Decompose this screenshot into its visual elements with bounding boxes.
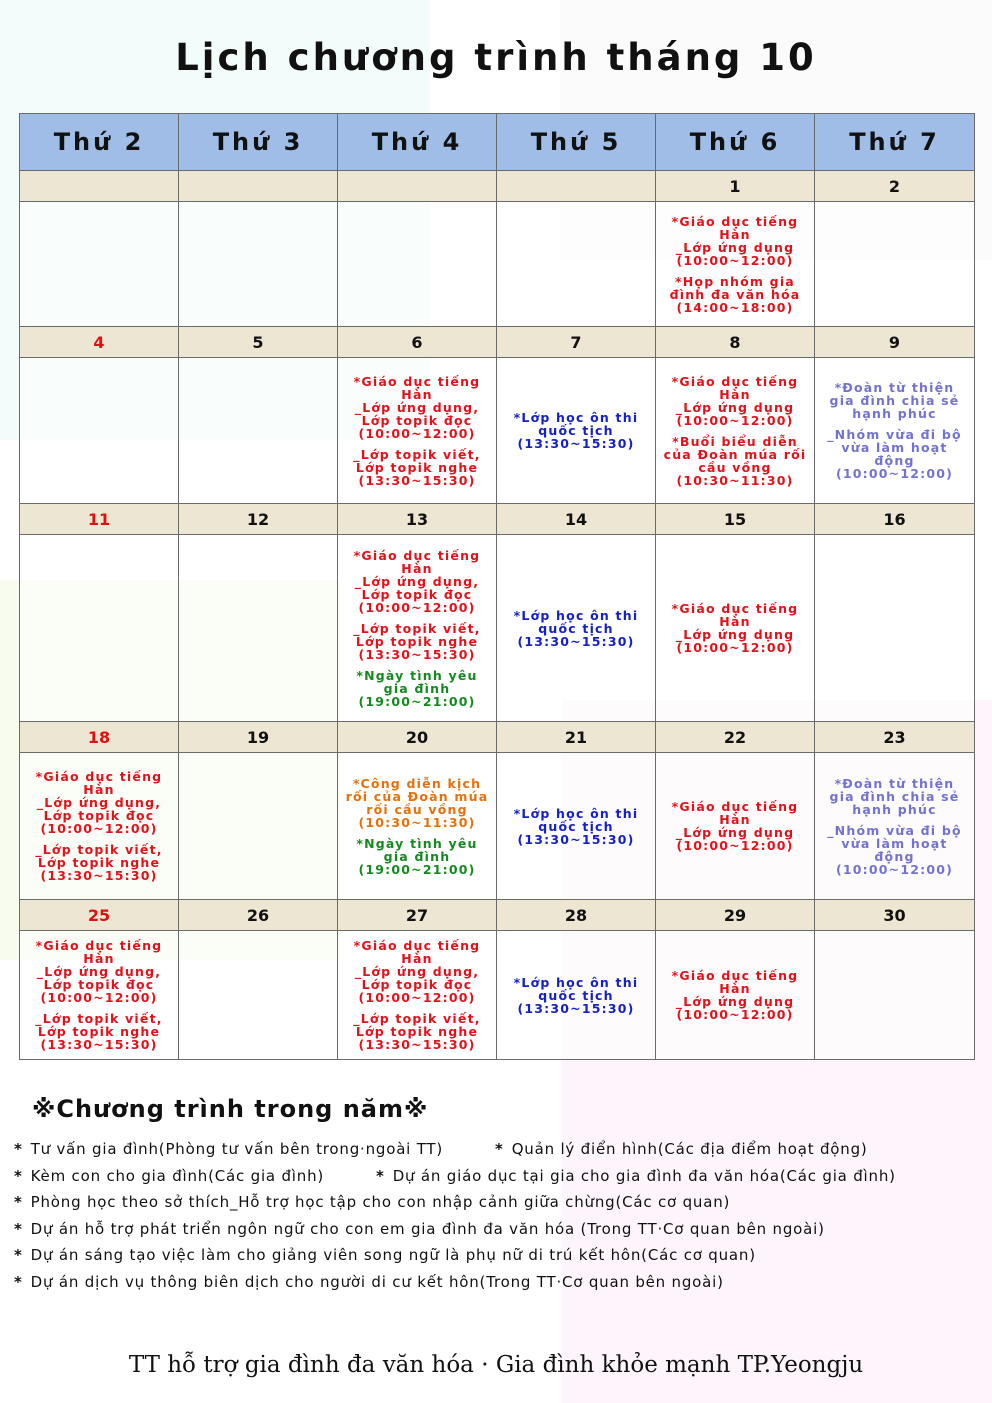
event-entry bbox=[658, 969, 812, 1021]
date-number: 15 bbox=[656, 504, 815, 535]
date-number: 23 bbox=[815, 722, 975, 753]
footer-organization: TT hỗ trợ gia đình đa văn hóa · Gia đình khỏe mạnh TP.Yeongju bbox=[128, 1352, 864, 1378]
date-number: 1 bbox=[656, 171, 815, 202]
event-line: Lớp topik nghe bbox=[355, 1024, 479, 1039]
date-number: 8 bbox=[656, 327, 815, 358]
date-number: 6 bbox=[338, 327, 497, 358]
event-line: gia đình bbox=[383, 680, 451, 696]
event-line: _Lớp topik viết, bbox=[353, 1011, 481, 1026]
date-number: 5 bbox=[179, 327, 338, 358]
event-entry bbox=[340, 1012, 494, 1051]
event-line: _Lớp ứng dụng bbox=[675, 994, 795, 1009]
event-entry bbox=[340, 777, 494, 829]
event-line: *Giáo dục tiếng Hàn bbox=[35, 938, 163, 966]
yearly-program-item: Kèm con cho gia đình(Các gia đình) bbox=[30, 1166, 325, 1185]
event-line: _Lớp ứng dụng bbox=[675, 627, 795, 642]
day-cell bbox=[656, 931, 815, 1060]
event-entry bbox=[817, 428, 972, 480]
event-line: động bbox=[874, 453, 915, 468]
yearly-program-row bbox=[14, 1246, 989, 1273]
event-entry bbox=[499, 411, 653, 450]
date-number bbox=[179, 171, 338, 202]
day-cell bbox=[656, 753, 815, 900]
yearly-program-item: Quản lý điển hình(Các địa điểm hoạt động) bbox=[511, 1140, 868, 1158]
event-line: _Lớp ứng dụng, bbox=[36, 964, 162, 979]
event-line: gia đình bbox=[383, 848, 451, 864]
date-number: 14 bbox=[497, 504, 656, 535]
event-line: (13:30~15:30) bbox=[40, 868, 158, 883]
yearly-program-item: Dự án hỗ trợ phát triển ngôn ngữ cho con em gia đình đa văn hóa (Trong TT·Cơ quan bên ngoài) bbox=[30, 1219, 825, 1238]
event-line: (10:00~12:00) bbox=[835, 861, 954, 877]
event-line: (10:00~12:00) bbox=[358, 990, 476, 1005]
day-cell bbox=[20, 535, 179, 722]
bullet-icon: * bbox=[495, 1140, 504, 1158]
event-row bbox=[20, 931, 975, 1060]
event-line: *Ngày tình yêu bbox=[356, 835, 478, 851]
event-entry bbox=[340, 448, 494, 487]
event-line: gia đình chia sẻ bbox=[829, 788, 960, 804]
date-number: 11 bbox=[20, 504, 179, 535]
yearly-program-item: Dự án dịch vụ thông biên dịch cho người di cư kết hôn(Trong TT·Cơ quan bên ngoài) bbox=[30, 1272, 724, 1291]
date-row bbox=[20, 722, 975, 753]
bullet-icon: * bbox=[14, 1193, 23, 1211]
event-row bbox=[20, 202, 975, 327]
yearly-program-row bbox=[14, 1167, 989, 1194]
event-line: (10:00~12:00) bbox=[676, 640, 794, 655]
date-number: 29 bbox=[656, 900, 815, 931]
weekday-header: Thứ 4 bbox=[338, 114, 497, 171]
date-row bbox=[20, 900, 975, 931]
day-cell bbox=[20, 358, 179, 504]
date-row bbox=[20, 327, 975, 358]
event-line: _Lớp ứng dụng, bbox=[354, 399, 480, 415]
event-line: (10:00~12:00) bbox=[40, 990, 158, 1005]
day-cell bbox=[656, 535, 815, 722]
event-line: (10:30~11:30) bbox=[676, 472, 794, 488]
date-number: 16 bbox=[815, 504, 975, 535]
event-line: vừa làm hoạt bbox=[841, 440, 948, 455]
event-line: hạnh phúc bbox=[852, 406, 937, 421]
event-line: *Giáo dục tiếng Hàn bbox=[353, 373, 481, 402]
event-entry bbox=[658, 215, 812, 267]
date-number: 20 bbox=[338, 722, 497, 753]
event-entry bbox=[658, 375, 812, 427]
yearly-program-item: Tư vấn gia đình(Phòng tư vấn bên trong·ngoài TT) bbox=[30, 1140, 444, 1158]
event-line: (10:00~12:00) bbox=[676, 1007, 794, 1022]
date-number: 18 bbox=[20, 722, 179, 753]
day-cell bbox=[815, 931, 975, 1060]
date-number: 27 bbox=[338, 900, 497, 931]
date-number bbox=[338, 171, 497, 202]
event-line: (10:00~12:00) bbox=[676, 412, 794, 428]
event-entry bbox=[340, 669, 494, 708]
day-cell bbox=[815, 535, 975, 722]
bullet-icon: * bbox=[14, 1246, 23, 1264]
bullet-icon: * bbox=[14, 1272, 23, 1291]
event-line: *Buổi biểu diễn bbox=[672, 433, 798, 449]
yearly-program-item: Dự án sáng tạo việc làm cho giảng viên song ngữ là phụ nữ di trú kết hôn(Các cơ quan) bbox=[30, 1246, 756, 1264]
yearly-program-item: Phòng học theo sở thích_Hỗ trợ học tập cho con nhập cảnh giữa chừng(Các cơ quan) bbox=[30, 1193, 731, 1211]
event-entry bbox=[658, 435, 812, 487]
date-number: 21 bbox=[497, 722, 656, 753]
weekday-header: Thứ 2 bbox=[20, 114, 179, 171]
event-line: *Giáo dục tiếng Hàn bbox=[671, 968, 799, 996]
event-line: (19:00~21:00) bbox=[358, 861, 476, 877]
day-cell bbox=[179, 202, 338, 327]
day-cell bbox=[338, 535, 497, 722]
event-line: (10:00~12:00) bbox=[40, 821, 158, 836]
event-entry bbox=[340, 622, 494, 661]
weekday-header: Thứ 6 bbox=[656, 114, 815, 171]
event-line: quốc tịch bbox=[538, 987, 614, 1003]
day-cell bbox=[179, 931, 338, 1060]
day-cell bbox=[338, 202, 497, 327]
day-cell bbox=[815, 753, 975, 900]
event-line: hạnh phúc bbox=[852, 801, 937, 817]
date-number: 28 bbox=[497, 900, 656, 931]
event-line: (10:30~11:30) bbox=[358, 814, 476, 830]
event-entry bbox=[499, 609, 653, 648]
yearly-program-row bbox=[14, 1193, 989, 1220]
calendar-table bbox=[19, 113, 975, 1060]
event-line: (10:00~12:00) bbox=[358, 425, 476, 441]
weekday-header: Thứ 5 bbox=[497, 114, 656, 171]
event-line: *Giáo dục tiếng Hàn bbox=[671, 799, 799, 827]
event-line: (13:30~15:30) bbox=[358, 1037, 476, 1052]
event-line: gia đình chia sẻ bbox=[829, 393, 960, 408]
day-cell bbox=[497, 202, 656, 327]
event-entry bbox=[817, 824, 972, 876]
event-line: (13:30~15:30) bbox=[517, 436, 635, 451]
event-line: cầu vồng bbox=[698, 459, 772, 475]
yearly-programs-list bbox=[14, 1140, 989, 1299]
event-line: *Giáo dục tiếng Hàn bbox=[671, 373, 799, 402]
event-line: quốc tịch bbox=[538, 818, 614, 834]
event-entry bbox=[22, 770, 176, 835]
date-number bbox=[20, 171, 179, 202]
day-cell bbox=[338, 753, 497, 900]
event-line: *Giáo dục tiếng Hàn bbox=[353, 938, 481, 966]
event-line: Lớp topik nghe bbox=[355, 459, 479, 475]
date-row bbox=[20, 504, 975, 535]
event-line: _Lớp topik viết, bbox=[35, 1011, 163, 1026]
event-entry bbox=[658, 800, 812, 852]
date-row bbox=[20, 171, 975, 202]
event-line: *Giáo dục tiếng Hàn bbox=[671, 601, 799, 629]
event-line: *Đoàn từ thiện bbox=[834, 380, 955, 395]
event-entry bbox=[817, 381, 972, 420]
event-entry bbox=[340, 837, 494, 876]
event-line: _Lớp ứng dụng bbox=[675, 239, 795, 255]
event-entry bbox=[499, 976, 653, 1015]
event-line: Lớp topik đọc bbox=[43, 977, 155, 992]
bullet-icon: * bbox=[14, 1219, 23, 1238]
event-row bbox=[20, 535, 975, 722]
yearly-program-row bbox=[14, 1220, 989, 1247]
event-line: động bbox=[874, 848, 915, 864]
event-line: *Họp nhóm gia bbox=[675, 273, 795, 289]
date-number: 25 bbox=[20, 900, 179, 931]
event-line: vừa làm hoạt bbox=[841, 835, 948, 851]
bullet-icon: * bbox=[376, 1166, 385, 1185]
weekday-header: Thứ 7 bbox=[815, 114, 975, 171]
date-number: 22 bbox=[656, 722, 815, 753]
event-line: _Lớp topik viết, bbox=[353, 446, 481, 462]
day-cell bbox=[20, 202, 179, 327]
day-cell bbox=[179, 753, 338, 900]
event-line: _Lớp ứng dụng, bbox=[36, 795, 162, 810]
day-cell bbox=[338, 358, 497, 504]
event-line: _Lớp topik viết, bbox=[353, 620, 481, 636]
event-line: _Lớp ứng dụng, bbox=[354, 964, 480, 979]
date-number: 7 bbox=[497, 327, 656, 358]
event-line: _Nhóm vừa đi bộ bbox=[827, 427, 962, 442]
event-line: _Lớp ứng dụng, bbox=[354, 573, 480, 589]
event-line: *Đoàn từ thiện bbox=[834, 775, 955, 791]
weekday-header: Thứ 3 bbox=[179, 114, 338, 171]
event-line: (10:00~12:00) bbox=[835, 466, 954, 481]
event-line: *Lớp học ôn thi bbox=[513, 805, 639, 821]
page-title: Lịch chương trình tháng 10 bbox=[175, 36, 817, 79]
yearly-program-item: Dự án giáo dục tại gia cho gia đình đa văn hóa(Các gia đình) bbox=[392, 1166, 896, 1185]
event-line: Lớp topik đọc bbox=[361, 977, 473, 992]
event-entry bbox=[658, 275, 812, 314]
event-line: (13:30~15:30) bbox=[517, 633, 635, 649]
event-line: *Lớp học ôn thi bbox=[513, 607, 639, 623]
event-line: (13:30~15:30) bbox=[358, 646, 476, 662]
event-line: *Lớp học ôn thi bbox=[513, 974, 639, 990]
event-line: (13:30~15:30) bbox=[358, 472, 476, 488]
event-line: *Lớp học ôn thi bbox=[513, 410, 639, 425]
event-line: Lớp topik đọc bbox=[43, 808, 155, 823]
event-line: Lớp topik đọc bbox=[361, 586, 473, 602]
event-line: _Nhóm vừa đi bộ bbox=[827, 822, 962, 838]
day-cell bbox=[656, 358, 815, 504]
event-line: (10:00~12:00) bbox=[676, 252, 794, 268]
event-entry bbox=[340, 549, 494, 614]
event-line: Lớp topik nghe bbox=[37, 1024, 161, 1039]
event-line: _Lớp ứng dụng bbox=[675, 825, 795, 840]
event-row bbox=[20, 358, 975, 504]
event-line: Lớp topik nghe bbox=[355, 633, 479, 649]
event-line: _Lớp ứng dụng bbox=[675, 399, 795, 415]
event-line: (13:30~15:30) bbox=[40, 1037, 158, 1052]
event-line: *Giáo dục tiếng Hàn bbox=[35, 769, 163, 797]
yearly-program-row bbox=[14, 1273, 989, 1300]
event-line: rối cầu vồng bbox=[366, 801, 468, 817]
weekday-header-row bbox=[20, 114, 975, 171]
event-entry bbox=[22, 1012, 176, 1051]
event-line: của Đoàn múa rối bbox=[663, 446, 807, 462]
date-number: 4 bbox=[20, 327, 179, 358]
event-line: Lớp topik đọc bbox=[361, 412, 473, 428]
event-entry bbox=[658, 602, 812, 654]
event-line: rối của Đoàn múa bbox=[345, 788, 489, 804]
date-number: 26 bbox=[179, 900, 338, 931]
date-number bbox=[497, 171, 656, 202]
day-cell bbox=[338, 931, 497, 1060]
day-cell bbox=[20, 931, 179, 1060]
date-number: 12 bbox=[179, 504, 338, 535]
day-cell bbox=[497, 753, 656, 900]
day-cell bbox=[497, 535, 656, 722]
bullet-icon: * bbox=[14, 1166, 23, 1185]
day-cell bbox=[815, 358, 975, 504]
day-cell bbox=[20, 753, 179, 900]
event-line: (13:30~15:30) bbox=[517, 1000, 635, 1016]
event-line: (14:00~18:00) bbox=[676, 299, 794, 315]
event-entry bbox=[340, 939, 494, 1004]
yearly-program-row bbox=[14, 1140, 989, 1167]
event-entry bbox=[22, 843, 176, 882]
event-line: *Công diễn kịch bbox=[352, 775, 482, 791]
event-line: *Giáo dục tiếng Hàn bbox=[353, 547, 481, 576]
event-line: (13:30~15:30) bbox=[517, 831, 635, 847]
event-entry bbox=[499, 807, 653, 846]
day-cell bbox=[179, 358, 338, 504]
bullet-icon: * bbox=[14, 1140, 23, 1158]
day-cell bbox=[497, 931, 656, 1060]
date-number: 30 bbox=[815, 900, 975, 931]
event-line: đình đa văn hóa bbox=[669, 286, 801, 302]
event-row bbox=[20, 753, 975, 900]
date-number: 9 bbox=[815, 327, 975, 358]
day-cell bbox=[497, 358, 656, 504]
event-entry bbox=[340, 375, 494, 440]
date-number: 2 bbox=[815, 171, 975, 202]
event-line: quốc tịch bbox=[538, 620, 614, 636]
yearly-programs-title: ※Chương trình trong năm※ bbox=[32, 1095, 429, 1123]
event-line: (10:00~12:00) bbox=[358, 599, 476, 615]
event-line: *Ngày tình yêu bbox=[356, 667, 478, 683]
date-number: 19 bbox=[179, 722, 338, 753]
event-line: quốc tịch bbox=[538, 423, 614, 438]
event-entry bbox=[817, 777, 972, 816]
event-line: (10:00~12:00) bbox=[676, 838, 794, 853]
event-entry bbox=[22, 939, 176, 1004]
event-line: Lớp topik nghe bbox=[37, 855, 161, 870]
event-line: *Giáo dục tiếng Hàn bbox=[671, 213, 799, 242]
event-line: (19:00~21:00) bbox=[358, 693, 476, 709]
day-cell bbox=[815, 202, 975, 327]
event-line: _Lớp topik viết, bbox=[35, 842, 163, 857]
day-cell bbox=[179, 535, 338, 722]
date-number: 13 bbox=[338, 504, 497, 535]
day-cell bbox=[656, 202, 815, 327]
